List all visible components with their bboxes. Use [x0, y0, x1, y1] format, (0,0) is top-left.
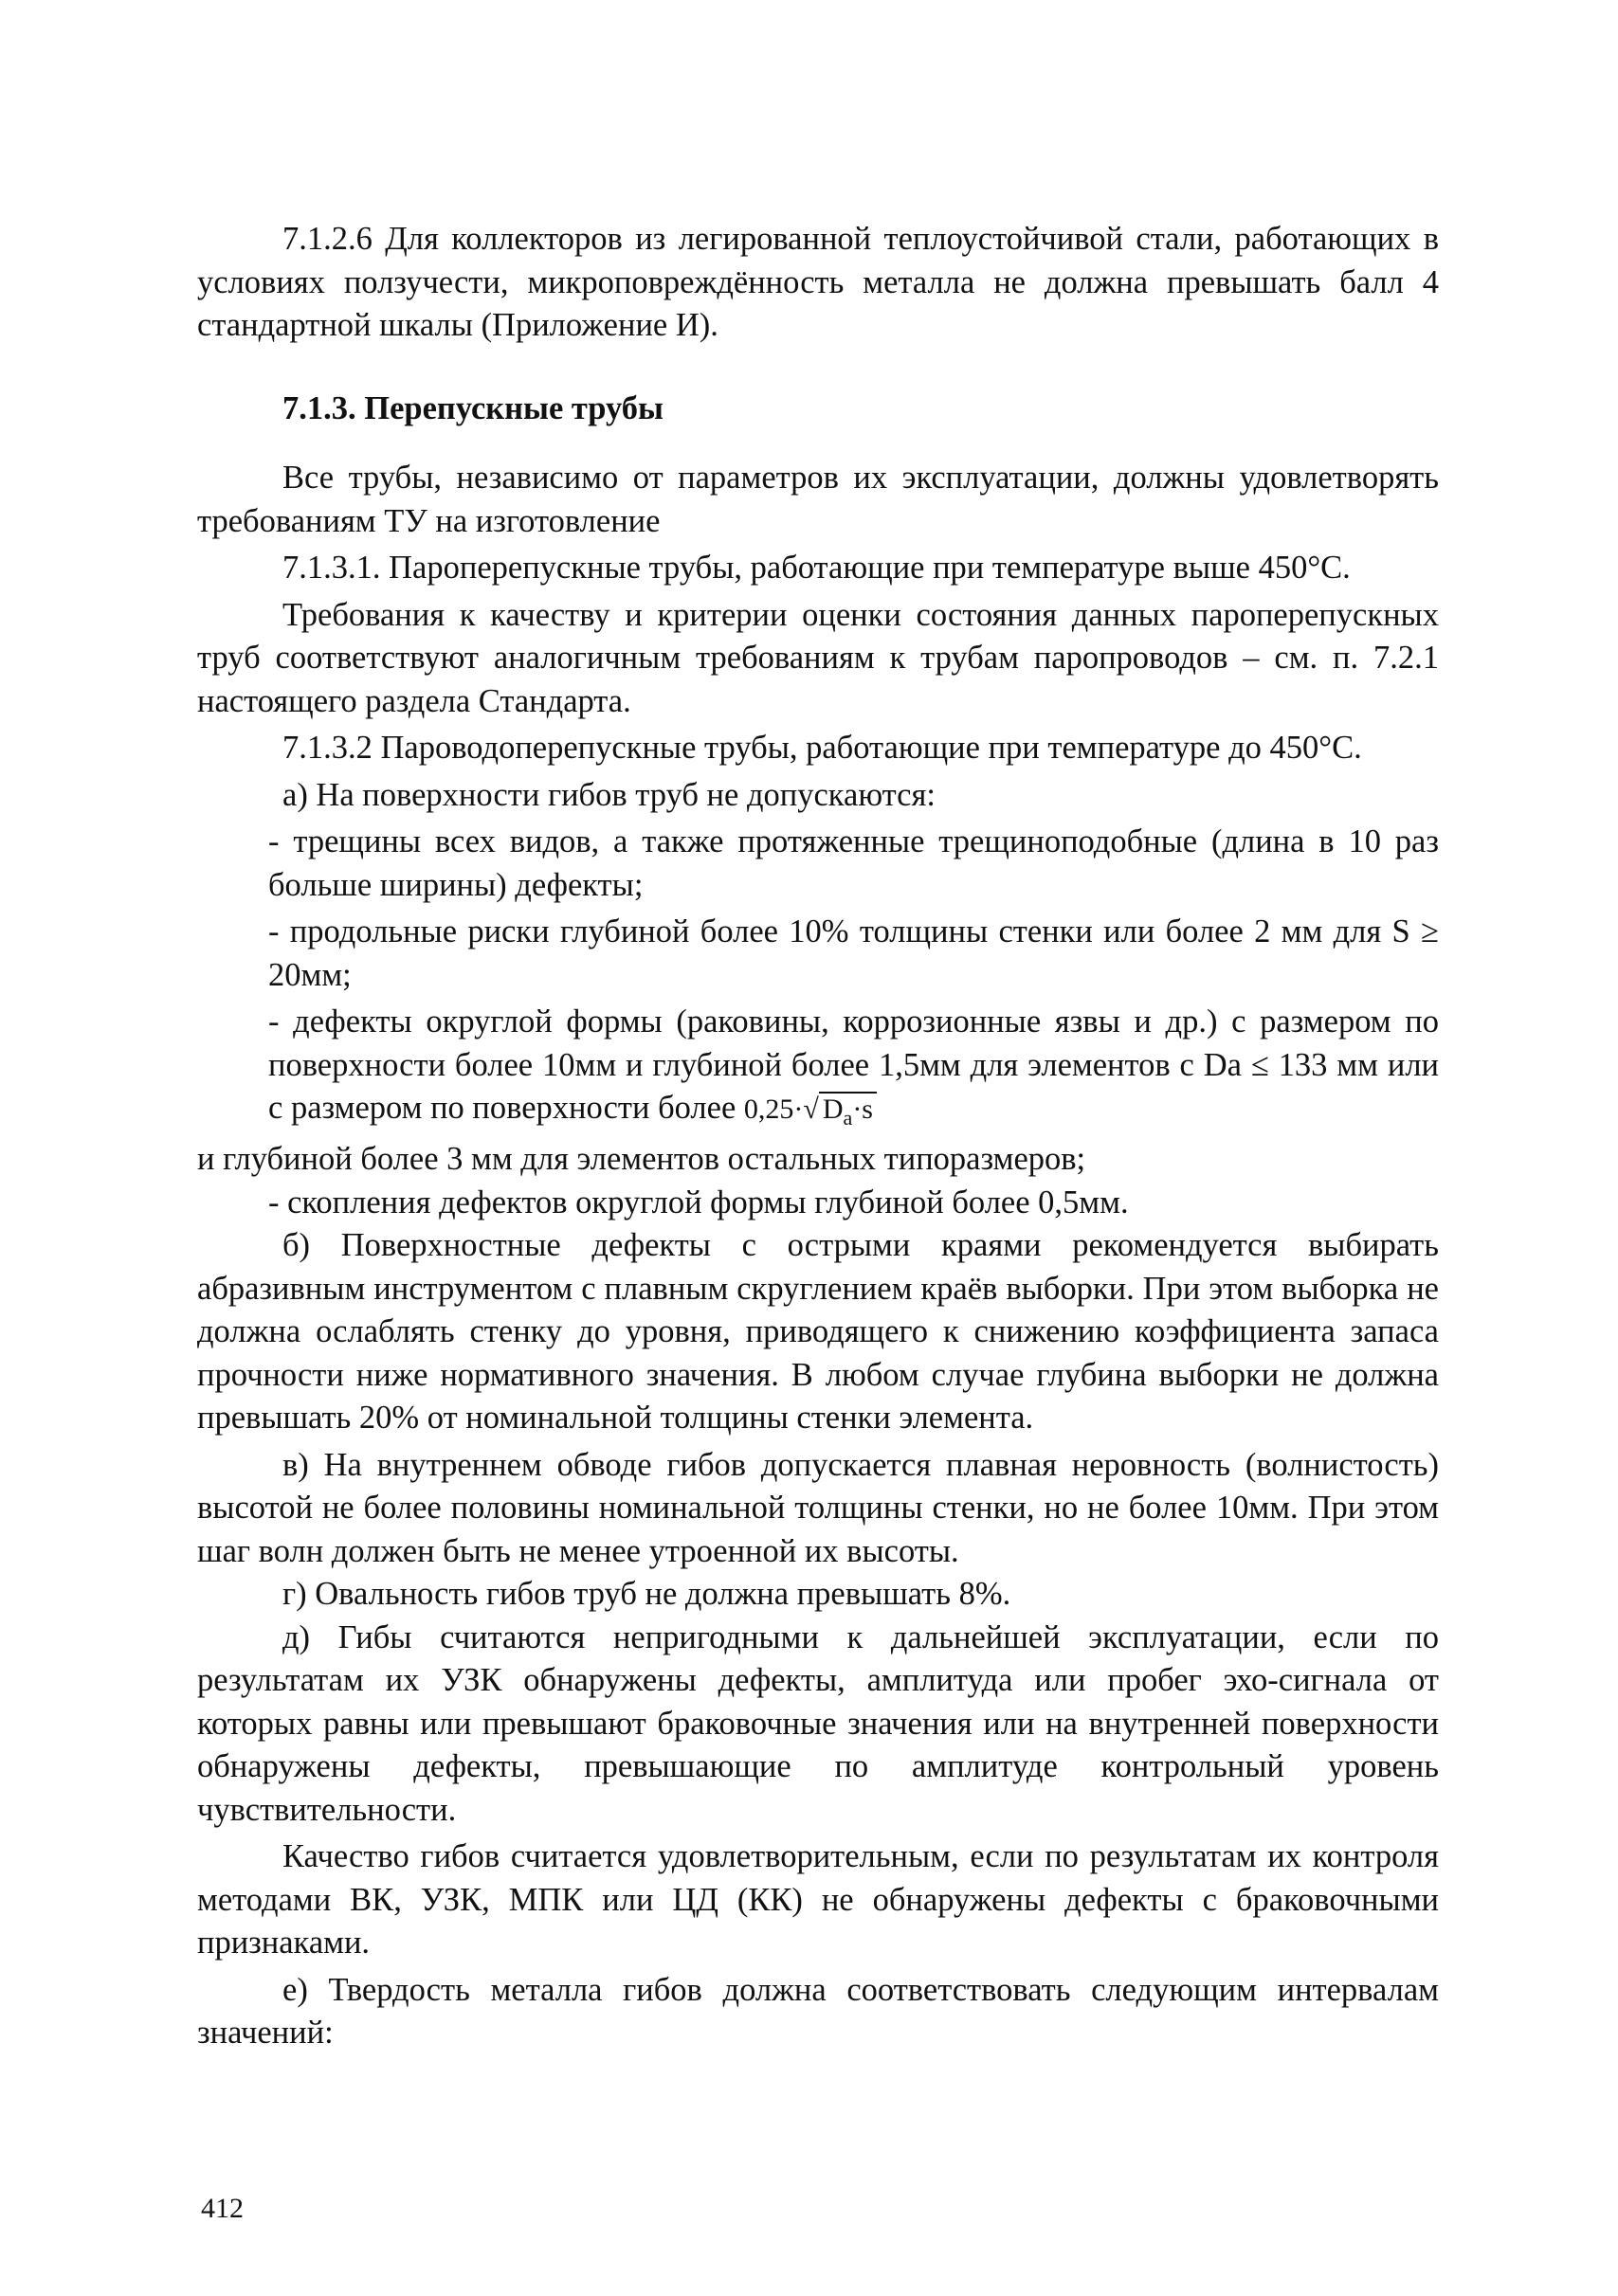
bullet-round-defects-continuation: и глубиной более 3 мм для элементов остальных типоразмеров; [197, 1141, 1086, 1177]
bullet-cracks: - трещины всех видов, а также протяженные трещиноподобные (длина в 10 раз больше ширины) дефекты; [268, 823, 1439, 903]
paragraph-b: б) Поверхностные дефекты с острыми краями рекомендуется выбирать абразивным инструментом с плавным скруглением краёв выборки. При этом выборка не должна ослаблять стенку до уровня, приводящего к снижению коэффициента запаса прочности ниже нормативного значения. В любом случае глубина выборки не должна превышать 20% от номинальной толщины стенки элемента. [197, 1227, 1439, 1436]
paragraph-a: а) На поверхности гибов труб не допускаются: [282, 776, 936, 813]
formula: 0,25·√ $D_a\cdot s$ [744, 1094, 877, 1125]
paragraph-requirements: Требования к качеству и критерии оценки состояния данных пароперепускных труб соответствуют аналогичным требованиям к трубам паропроводов – см. п. 7.2.1 настоящего раздела Стандарта. [197, 596, 1439, 719]
bullet-round-defects [268, 1001, 1439, 1134]
paragraph-7-1-3-2: 7.1.3.2 Пароводоперепускные трубы, работающие при температуре до 450°С. [282, 730, 1362, 766]
paragraph-d: д) Гибы считаются непригодными к дальнейшей эксплуатации, если по результатам их УЗК обнаружены дефекты, амплитуда или пробег эхо-сигнала от которых равны или превышают браковочные значения или на внутренней поверхности обнаружены дефекты, превышающие по амплитуде контрольный уровень чувствительности. [197, 1618, 1439, 1828]
paragraph-7-1-2-6: 7.1.2.6 Для коллекторов из легированной теплоустойчивой стали, работающих в условиях ползучести, микроповреждённость металла не должна превышать балл 4 стандартной шкалы (Приложение И). [197, 221, 1439, 343]
section-heading: 7.1.3. Перепускные трубы [282, 389, 664, 426]
paragraph-all-pipes: Все трубы, независимо от параметров их эксплуатации, должны удовлетворять требованиям ТУ на изготовление [197, 460, 1439, 539]
paragraph-quality: Качество гибов считается удовлетворительным, если по результатам их контроля методами ВК, УЗК, МПК или ЦД (КК) не обнаружены дефекты с браковочными признаками. [197, 1838, 1439, 1961]
bullet-defect-clusters: - скопления дефектов округлой формы глубиной более 0,5мм. [268, 1184, 1129, 1220]
bullet-longitudinal-risks: - продольные риски глубиной более 10% толщины стенки или более 2 мм для S ≥ 20мм; [268, 913, 1439, 993]
page-body [197, 218, 1439, 2055]
paragraph-g: г) Овальность гибов труб не должна превышать 8%. [282, 1576, 1011, 1612]
formula-radicand: $D_a\cdot s$ [819, 1092, 877, 1134]
paragraph-v: в) На внутреннем обводе гибов допускается плавная неровность (волнистость) высотой не более половины номинальной толщины стенки, но не более 10мм. При этом шаг волн должен быть не менее утроенной их высоты. [197, 1446, 1439, 1569]
paragraph-7-1-3-1: 7.1.3.1. Пароперепускные трубы, работающие при температуре выше 450°С. [282, 550, 1351, 586]
bullet-round-defects-text: - дефекты округлой формы (раковины, коррозионные язвы и др.) с размером по поверхности более 10мм и глубиной более 1,5мм для элементов с Da ≤ 133 мм или с размером по поверхности более [268, 1003, 1439, 1126]
page-number: 412 [201, 2193, 244, 2224]
paragraph-e: е) Твердость металла гибов должна соответствовать следующим интервалам значений: [197, 1971, 1439, 2051]
